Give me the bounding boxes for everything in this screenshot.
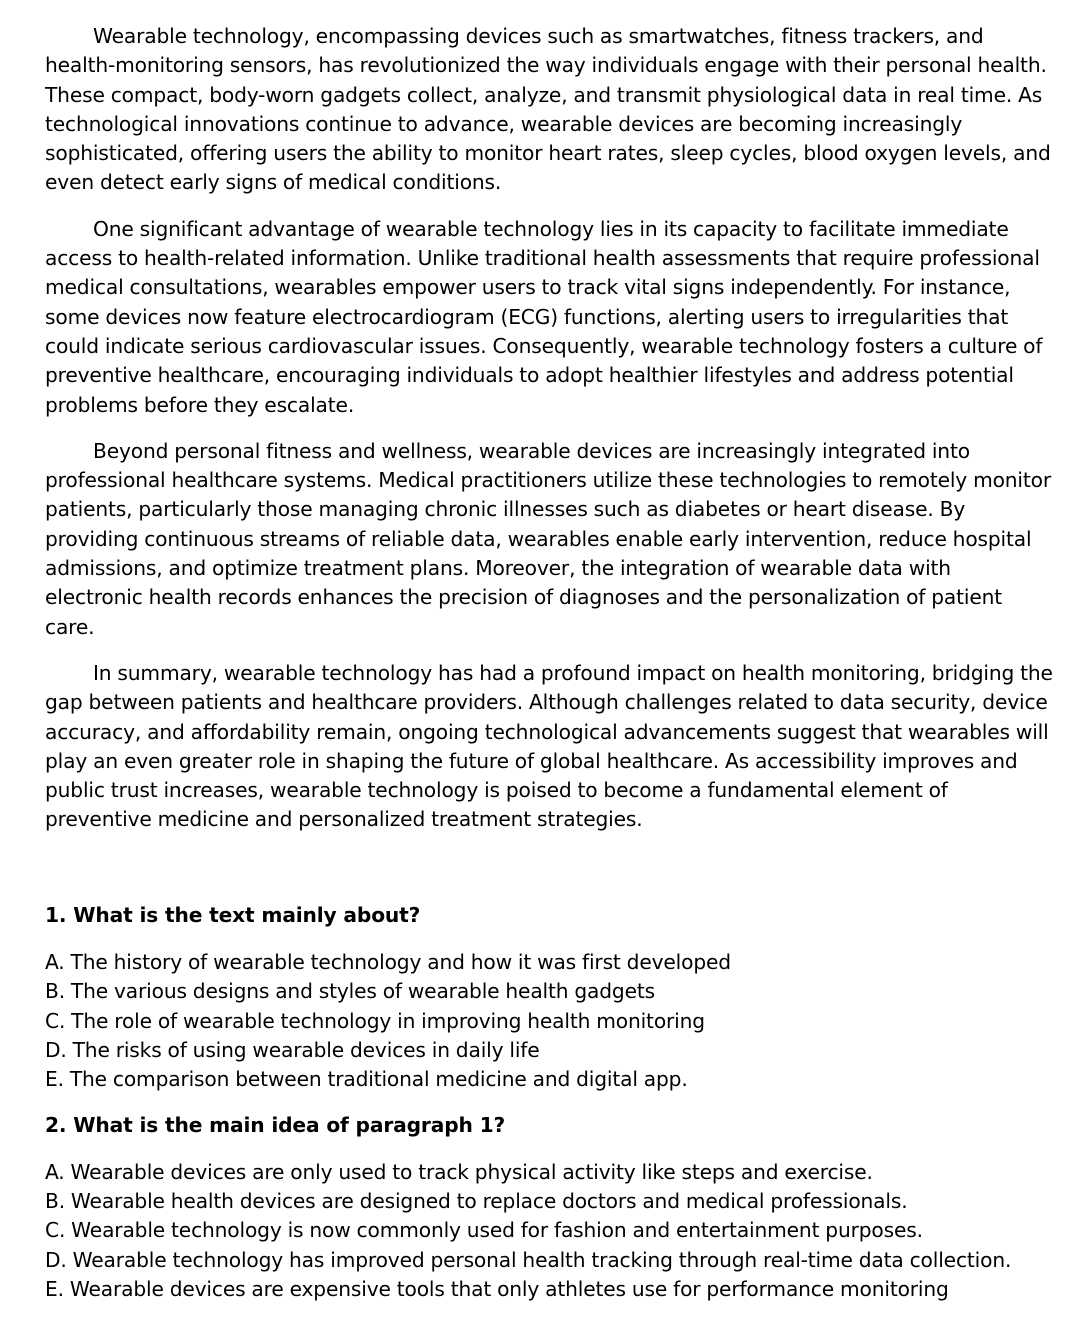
- reading-passage: [45, 22, 1053, 835]
- question-2: [45, 1111, 1053, 1305]
- answer-option-e: E. Wearable devices are expensive tools that only athletes use for performance monitoring: [45, 1276, 949, 1301]
- question-1: [45, 901, 1053, 1095]
- answer-option-b: B. The various designs and styles of wearable health gadgets: [45, 979, 655, 1004]
- answer-options: [45, 1158, 1053, 1304]
- answer-options: [45, 948, 1053, 1094]
- answer-option-b: B. Wearable health devices are designed to replace doctors and medical professionals.: [45, 1189, 908, 1214]
- passage-paragraph-3: Beyond personal fitness and wellness, wearable devices are increasingly integrated into professional healthcare systems. Medical practitioners utilize these technologies to remotely monitor patients, particularly those managing chronic illnesses such as diabetes or heart disease. By providing continuous streams of reliable data, wearables enable early intervention, reduce hospital admissions, and optimize treatment plans. Moreover, the integration of wearable data with electronic health records enhances the precision of diagnoses and the personalization of patient care.: [45, 438, 1052, 639]
- question-title: 1. What is the text mainly about?: [45, 902, 421, 927]
- passage-paragraph-1: Wearable technology, encompassing devices such as smartwatches, fitness trackers, and health-monitoring sensors, has revolutionized the way individuals engage with their personal health. These compact, body-worn gadgets collect, analyze, and transmit physiological data in real time. As technological innovations continue to advance, wearable devices are becoming increasingly sophisticated, offering users the ability to monitor heart rates, sleep cycles, blood oxygen levels, and even detect early signs of medical conditions.: [45, 24, 1051, 195]
- answer-option-d: D. Wearable technology has improved personal health tracking through real-time data collection.: [45, 1247, 1012, 1272]
- answer-option-c: C. Wearable technology is now commonly used for fashion and entertainment purposes.: [45, 1218, 923, 1243]
- question-list: [45, 901, 1053, 1305]
- question-title: 2. What is the main idea of paragraph 1?: [45, 1112, 506, 1137]
- answer-option-c: C. The role of wearable technology in improving health monitoring: [45, 1008, 705, 1033]
- passage-paragraph-2: One significant advantage of wearable technology lies in its capacity to facilitate immediate access to health-related information. Unlike traditional health assessments that require professional medical consultations, wearables empower users to track vital signs independently. For instance, some devices now feature electrocardiogram (ECG) functions, alerting users to irregularities that could indicate serious cardiovascular issues. Consequently, wearable technology fosters a culture of preventive healthcare, encouraging individuals to adopt healthier lifestyles and address potential problems before they escalate.: [45, 216, 1043, 417]
- answer-option-e: E. The comparison between traditional medicine and digital app.: [45, 1067, 688, 1092]
- passage-paragraph-4: In summary, wearable technology has had a profound impact on health monitoring, bridging the gap between patients and healthcare providers. Although challenges related to data security, device accuracy, and affordability remain, ongoing technological advancements suggest that wearables will play an even greater role in shaping the future of global healthcare. As accessibility improves and public trust increases, wearable technology is poised to become a fundamental element of preventive medicine and personalized treatment strategies.: [45, 660, 1053, 832]
- answer-option-a: A. The history of wearable technology and how it was first developed: [45, 950, 731, 975]
- answer-option-d: D. The risks of using wearable devices in daily life: [45, 1037, 540, 1062]
- document-page: [45, 22, 1053, 1320]
- answer-option-a: A. Wearable devices are only used to track physical activity like steps and exercise.: [45, 1159, 873, 1184]
